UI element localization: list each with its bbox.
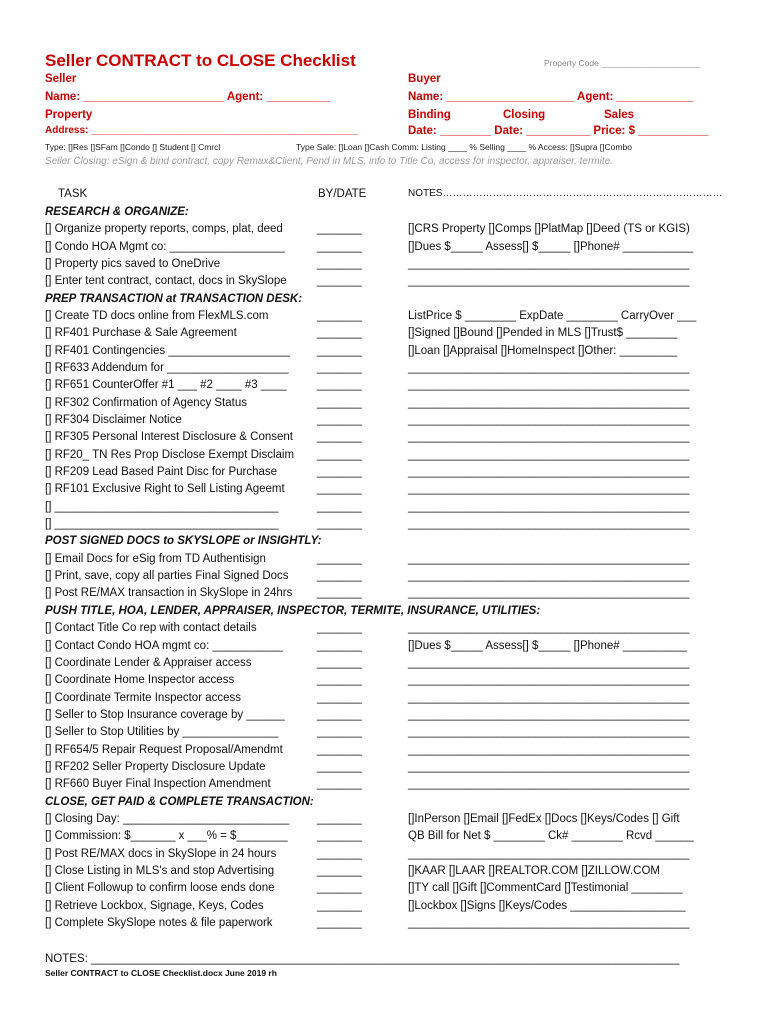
checklist-task[interactable]: [] Coordinate Home Inspector access [45,674,235,687]
notes-field[interactable]: []InPerson []Email []FedEx []Docs []Keys/Codes [] Gift [408,812,680,825]
checklist-task[interactable]: [] RF209 Lead Based Paint Disc for Purchase [45,466,278,479]
notes-field[interactable]: ____________________________________________ [408,431,690,444]
bydate-field[interactable]: _______ [317,916,362,929]
bydate-field[interactable]: _______ [317,552,362,565]
checklist-task[interactable]: [] Coordinate Termite Inspector access [45,691,242,704]
checklist-task[interactable]: [] RF202 Seller Property Disclosure Update [45,760,266,773]
bydate-field[interactable]: _______ [317,656,362,669]
bydate-field[interactable]: _______ [317,708,362,721]
checklist-task[interactable]: [] Condo HOA Mgmt co: __________________ [45,240,285,253]
checklist-task[interactable]: [] Create TD docs online from FlexMLS.com [45,310,269,323]
notes-field[interactable]: ____________________________________________ [408,518,690,531]
notes-field[interactable]: QB Bill for Net $ ________ Ck# ________ Rcvd ______ [408,830,694,843]
bydate-field[interactable]: _______ [317,587,362,600]
checklist-task[interactable]: [] Enter tent contract, contact, docs in SkySlope [45,275,287,288]
bydate-field[interactable]: _______ [317,743,362,756]
checklist-task[interactable]: [] Email Docs for eSig from TD Authentisign [45,552,266,565]
notes-field[interactable]: ____________________________________________ [408,362,690,375]
notes-column-header: NOTES………………………………………………………………………… [408,188,723,199]
checklist-task[interactable]: [] Contact Title Co rep with contact details [45,622,257,635]
notes-field[interactable]: ____________________________________________ [408,760,690,773]
seller-closing-note: Seller Closing: eSign & bind contract, copy Remax&Client, Pend in MLS, info to Title Co, access for inspector, appraiser, termite. [45,156,613,167]
sale-type-options[interactable]: Type Sale: []Loan []Cash Comm: Listing ____ % Selling ____ % Access: []Supra []Combo [296,142,632,152]
notes-field[interactable]: ____________________________________________ [408,396,690,409]
task-column-header: TASK [58,188,88,200]
property-code-field[interactable]: Property Code _____________________ [544,58,701,68]
footer-filename: Seller CONTRACT to CLOSE Checklist.docx June 2019 rh [45,968,277,978]
bydate-field[interactable]: _______ [317,310,362,323]
notes-field[interactable]: ____________________________________________ [408,778,690,791]
notes-field[interactable]: ListPrice $ ________ ExpDate ________ CarryOver ___ [408,310,697,323]
buyer-date-price-line[interactable]: Date: ________ Date: __________ Price: $ ___________ [408,125,709,137]
property-type-options[interactable]: Type: []Res []SFam []Condo [] Student [] Cmrcl [45,142,221,152]
checklist-task[interactable]: [] Retrieve Lockbox, Signage, Keys, Codes [45,899,264,912]
notes-field[interactable]: ____________________________________________ [408,674,690,687]
seller-label: Seller [45,73,77,85]
checklist-task[interactable]: [] Client Followup to confirm loose ends done [45,882,275,895]
checklist-task[interactable]: [] RF101 Exclusive Right to Sell Listing Ageemt [45,483,285,496]
notes-field[interactable]: []TY call []Gift []CommentCard []Testimonial ________ [408,882,683,895]
notes-field[interactable]: []Dues $_____ Assess[] $_____ []Phone# ___________ [408,240,694,253]
checklist-task[interactable]: [] Closing Day: __________________________ [45,812,290,825]
notes-field[interactable]: ____________________________________________ [408,570,690,583]
bydate-field[interactable]: _______ [317,448,362,461]
section-heading: PREP TRANSACTION at TRANSACTION DESK: [45,292,303,305]
bydate-field[interactable]: _______ [317,830,362,843]
buyer-name-line[interactable]: Name: ____________________ Agent: ____________ [408,91,694,103]
checklist-task[interactable]: [] Post RE/MAX transaction in SkySlope in 24hrs [45,587,293,600]
checklist-task[interactable]: [] Post RE/MAX docs in SkySlope in 24 hours [45,847,277,860]
bydate-field[interactable]: _______ [317,726,362,739]
bydate-field[interactable]: _______ [317,674,362,687]
notes-field[interactable]: ____________________________________________ [408,656,690,669]
bydate-field[interactable]: _______ [317,899,362,912]
bydate-field[interactable]: _______ [317,240,362,253]
notes-field[interactable]: ____________________________________________ [408,622,690,635]
checklist-task[interactable]: [] RF20_ TN Res Prop Disclose Exempt Disclaim [45,448,295,461]
bydate-field[interactable]: _______ [317,570,362,583]
bydate-field[interactable]: _______ [317,258,362,271]
notes-field[interactable]: ____________________________________________ [408,743,690,756]
notes-field[interactable]: []Dues $_____ Assess[] $_____ []Phone# __________ [408,639,687,652]
section-heading: POST SIGNED DOCS to SKYSLOPE or INSIGHTLY: [45,535,322,548]
page-title: Seller CONTRACT to CLOSE Checklist [45,51,356,70]
checklist-task[interactable]: [] ___________________________________ [45,500,279,513]
closing-label: Closing [503,109,546,121]
bydate-field[interactable]: _______ [317,414,362,427]
notes-field[interactable]: ____________________________________________ [408,552,690,565]
checklist-task[interactable]: [] RF660 Buyer Final Inspection Amendment [45,778,271,791]
bydate-field[interactable]: _______ [317,275,362,288]
bydate-field[interactable]: _______ [317,223,362,236]
notes-field[interactable]: ____________________________________________ [408,466,690,479]
bydate-field[interactable]: _______ [317,327,362,340]
sales-label: Sales [604,109,635,121]
checklist-task[interactable]: [] Property pics saved to OneDrive [45,258,221,271]
checklist-task[interactable]: [] RF401 Purchase & Sale Agreement [45,327,237,340]
checklist-task[interactable]: [] Complete SkySlope notes & file paperwork [45,916,273,929]
binding-label: Binding [408,109,451,121]
notes-field[interactable]: ____________________________________________ [408,691,690,704]
checklist-task[interactable]: [] RF302 Confirmation of Agency Status [45,396,247,409]
bydate-field[interactable]: _______ [317,396,362,409]
bydate-field[interactable]: _______ [317,760,362,773]
property-label: Property [45,109,93,121]
bydate-column-header: BY/DATE [318,188,367,200]
notes-field[interactable]: ____________________________________________ [408,847,690,860]
notes-field[interactable]: ____________________________________________ [408,448,690,461]
bydate-field[interactable]: _______ [317,518,362,531]
checklist-task[interactable]: [] Commission: $_______ x ___% = $________ [45,830,288,843]
checklist-task[interactable]: [] ___________________________________ [45,518,279,531]
bydate-field[interactable]: _______ [317,847,362,860]
notes-field[interactable]: []CRS Property []Comps []PlatMap []Deed (TS or KGIS) [408,223,690,236]
checklist-task[interactable]: [] Seller to Stop Utilities by _______________ [45,726,279,739]
checklist-task[interactable]: [] Print, save, copy all parties Final Signed Docs [45,570,289,583]
checklist-task[interactable]: [] RF305 Personal Interest Disclosure & Consent [45,431,294,444]
notes-field[interactable]: ____________________________________________ [408,414,690,427]
checklist-task[interactable]: [] Contact Condo HOA mgmt co: ___________ [45,639,283,652]
checklist-task[interactable]: [] RF633 Addendum for ___________________ [45,362,289,375]
checklist-task[interactable]: [] RF304 Disclaimer Notice [45,414,182,427]
checklist-task[interactable]: [] RF654/5 Repair Request Proposal/Amendmt [45,743,283,756]
notes-field[interactable]: ____________________________________________ [408,258,690,271]
bydate-field[interactable]: _______ [317,864,362,877]
checklist-task[interactable]: [] RF401 Contingencies ___________________ [45,344,290,357]
bydate-field[interactable]: _______ [317,778,362,791]
buyer-label: Buyer [408,73,441,85]
notes-field[interactable]: ____________________________________________ [408,726,690,739]
bydate-field[interactable]: _______ [317,344,362,357]
notes-field[interactable]: ____________________________________________ [408,708,690,721]
property-address-line[interactable]: Address: ________________________________________________ [45,125,359,136]
bydate-field[interactable]: _______ [317,691,362,704]
notes-field[interactable]: ____________________________________________ [408,275,690,288]
bydate-field[interactable]: _______ [317,466,362,479]
bydate-field[interactable]: _______ [317,639,362,652]
checklist-task[interactable]: [] Seller to Stop Insurance coverage by ______ [45,708,285,721]
bydate-field[interactable]: _______ [317,622,362,635]
notes-field[interactable]: ____________________________________________ [408,500,690,513]
bydate-field[interactable]: _______ [317,431,362,444]
bydate-field[interactable]: _______ [317,483,362,496]
section-heading: CLOSE, GET PAID & COMPLETE TRANSACTION: [45,795,314,808]
bydate-field[interactable]: _______ [317,362,362,375]
notes-field[interactable]: ____________________________________________ [408,483,690,496]
checklist-task[interactable]: [] RF651 CounterOffer #1 ___ #2 ____ #3 ____ [45,379,287,392]
bydate-field[interactable]: _______ [317,882,362,895]
notes-field[interactable]: ____________________________________________ [408,379,690,392]
notes-line[interactable]: NOTES: ____________________________________________________________________________________________ [45,953,680,965]
checklist-task[interactable]: [] Close Listing in MLS's and stop Advertising [45,864,275,877]
notes-field[interactable]: []Loan []Appraisal []HomeInspect []Other: _________ [408,344,678,357]
notes-field[interactable]: []KAAR []LAAR []REALTOR.COM []ZILLOW.COM [408,864,660,877]
seller-name-line[interactable]: Name: ______________________ Agent: __________ [45,91,331,103]
bydate-field[interactable]: _______ [317,812,362,825]
checklist-task[interactable]: [] Organize property reports, comps, plat, deed [45,223,283,236]
notes-field[interactable]: ____________________________________________ [408,916,690,929]
notes-field[interactable]: ____________________________________________ [408,587,690,600]
notes-field[interactable]: []Signed []Bound []Pended in MLS []Trust$ ________ [408,327,678,340]
section-heading: PUSH TITLE, HOA, LENDER, APPRAISER, INSPECTOR, TERMITE, INSURANCE, UTILITIES: [45,604,541,617]
checklist-task[interactable]: [] Coordinate Lender & Appraiser access [45,656,252,669]
section-heading: RESEARCH & ORGANIZE: [45,206,189,218]
notes-field[interactable]: []Lockbox []Signs []Keys/Codes __________________ [408,899,686,912]
bydate-field[interactable]: _______ [317,500,362,513]
bydate-field[interactable]: _______ [317,379,362,392]
